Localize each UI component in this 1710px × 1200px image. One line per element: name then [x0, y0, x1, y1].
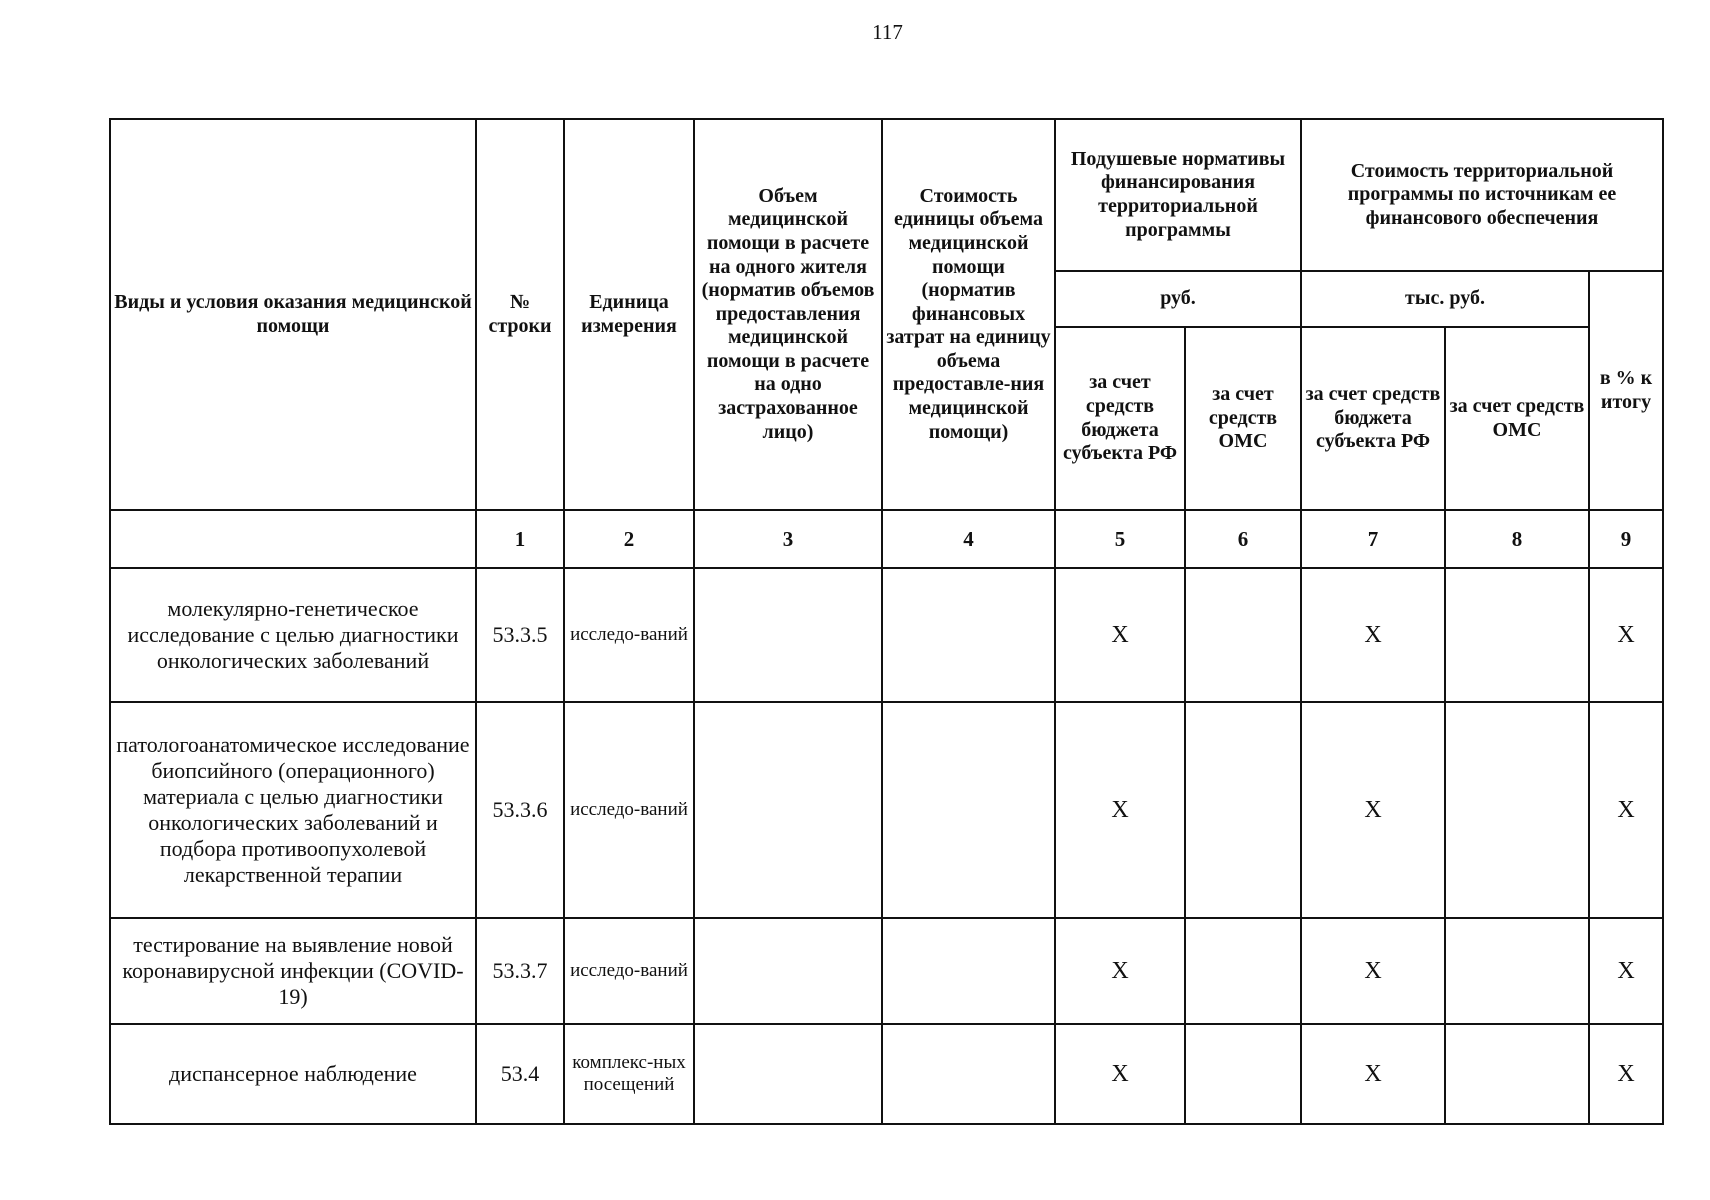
cell-oms-thousand [1445, 702, 1589, 918]
cell-budget-rf-thousand: Х [1301, 1024, 1445, 1124]
cell-cost [882, 702, 1055, 918]
table-row [110, 918, 1663, 1024]
cell-cost [882, 568, 1055, 702]
header-program-group: Стоимость территориальной программы по источникам ее финансового обеспечения [1301, 119, 1663, 271]
row-number: 53.3.7 [476, 918, 564, 1024]
row-description: тестирование на выявление новой коронавирусной инфекции (COVID-19) [110, 918, 476, 1024]
cell-percent: Х [1589, 918, 1663, 1024]
cell-budget-rf: Х [1055, 568, 1185, 702]
header-percapita-group: Подушевые нормативы финансирования территориальной программы [1055, 119, 1301, 271]
cell-budget-rf: Х [1055, 1024, 1185, 1124]
cell-budget-rf-thousand: Х [1301, 918, 1445, 1024]
cell-percent: Х [1589, 568, 1663, 702]
header-cost: Стоимость единицы объема медицинской помощи (норматив финансовых затрат на единицу объема предоставле-ния медицинской помощи) [882, 119, 1055, 510]
header-oms-thousand: за счет средств ОМС [1445, 327, 1589, 510]
header-budget-rf: за счет средств бюджета субъекта РФ [1055, 327, 1185, 510]
table-row [110, 568, 1663, 702]
row-description: патологоанатомическое исследование биопсийного (операционного) материала с целью диагностики онкологических заболеваний и подбора противоопухолевой лекарственной терапии [110, 702, 476, 918]
row-unit: исследо-ваний [564, 918, 694, 1024]
table-row [110, 1024, 1663, 1124]
header-budget-rf-thousand: за счет средств бюджета субъекта РФ [1301, 327, 1445, 510]
cell-oms [1185, 1024, 1301, 1124]
cell-budget-rf: Х [1055, 918, 1185, 1024]
row-unit: исследо-ваний [564, 568, 694, 702]
header-unit: Единица измерения [564, 119, 694, 510]
row-number: 53.4 [476, 1024, 564, 1124]
row-unit: комплекс-ных посещений [564, 1024, 694, 1124]
column-number: 3 [694, 510, 882, 568]
cell-percent: Х [1589, 702, 1663, 918]
column-number: 2 [564, 510, 694, 568]
cell-budget-rf: Х [1055, 702, 1185, 918]
cell-volume [694, 918, 882, 1024]
column-number: 5 [1055, 510, 1185, 568]
cell-volume [694, 568, 882, 702]
row-description: диспансерное наблюдение [110, 1024, 476, 1124]
cell-cost [882, 918, 1055, 1024]
row-number: 53.3.5 [476, 568, 564, 702]
row-number: 53.3.6 [476, 702, 564, 918]
cell-oms [1185, 702, 1301, 918]
cell-volume [694, 1024, 882, 1124]
cell-percent: Х [1589, 1024, 1663, 1124]
header-percent: в % к итогу [1589, 271, 1663, 510]
page-number: 117 [872, 20, 903, 44]
cell-oms-thousand [1445, 568, 1589, 702]
row-unit: исследо-ваний [564, 702, 694, 918]
cell-oms-thousand [1445, 1024, 1589, 1124]
cell-oms [1185, 568, 1301, 702]
column-number: 9 [1589, 510, 1663, 568]
column-number: 8 [1445, 510, 1589, 568]
column-number: 4 [882, 510, 1055, 568]
cell-oms-thousand [1445, 918, 1589, 1024]
cell-cost [882, 1024, 1055, 1124]
header-type: Виды и условия оказания медицинской помощи [110, 119, 476, 510]
column-number: 7 [1301, 510, 1445, 568]
financing-table [109, 118, 1664, 1125]
header-unit-thousand-rub: тыс. руб. [1301, 271, 1589, 327]
row-description: молекулярно-генетическое исследование с целью диагностики онкологических заболеваний [110, 568, 476, 702]
header-oms: за счет средств ОМС [1185, 327, 1301, 510]
header-row-number: № строки [476, 119, 564, 510]
column-number-empty [110, 510, 476, 568]
cell-budget-rf-thousand: Х [1301, 702, 1445, 918]
header-volume: Объем медицинской помощи в расчете на одного жителя (норматив объемов предоставления медицинской помощи в расчете на одно застрахованное лицо) [694, 119, 882, 510]
column-number: 1 [476, 510, 564, 568]
cell-budget-rf-thousand: Х [1301, 568, 1445, 702]
column-number: 6 [1185, 510, 1301, 568]
cell-oms [1185, 918, 1301, 1024]
header-unit-rub: руб. [1055, 271, 1301, 327]
table-row [110, 702, 1663, 918]
cell-volume [694, 702, 882, 918]
